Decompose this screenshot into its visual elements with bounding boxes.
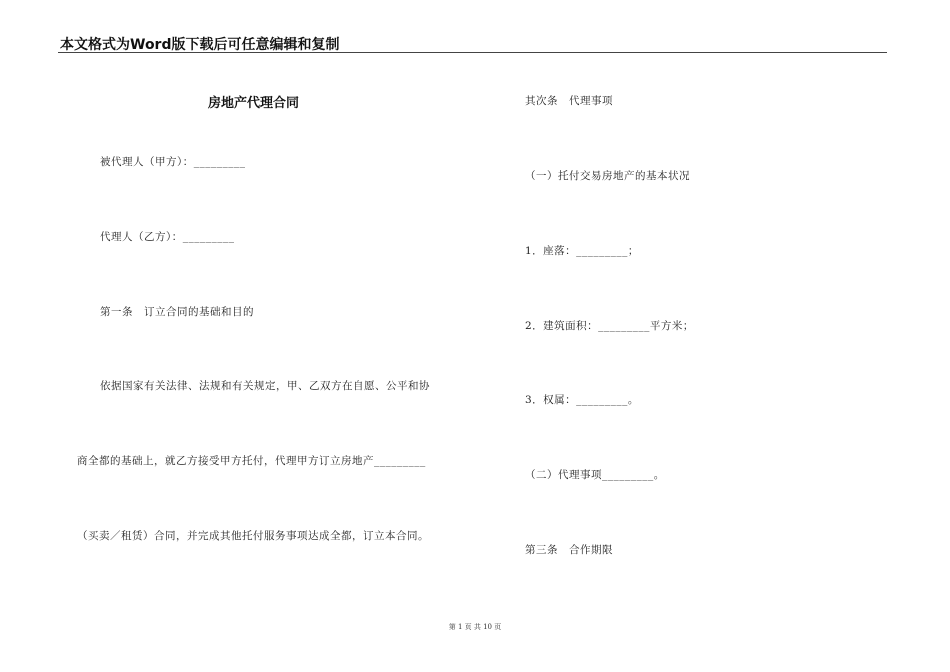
header-divider [58,52,887,53]
document-header: 本文格式为Word版下载后可任意编辑和复制 [60,37,340,53]
principal-party-line: 被代理人（甲方）：_________ [100,156,246,168]
article-one-text-line-3: （买卖／租赁）合同，并完成其他托付服务事项达成全都，订立本合同。 [77,530,429,542]
property-basic-info-heading: （一）托付交易房地产的基本状况 [525,170,690,182]
property-ownership-line: 3．权属：_________。 [525,394,639,406]
agency-matters-line: （二）代理事项_________。 [525,469,665,481]
property-location-line: 1．座落：_________； [525,245,639,257]
agent-party-line: 代理人（乙方）：_________ [100,231,235,243]
page-number: 第 1 页 共 10 页 [448,623,502,631]
article-three-heading: 第三条 合作期限 [525,544,613,556]
article-one-heading: 第一条 订立合同的基础和目的 [100,306,254,318]
article-one-text-line-1: 依据国家有关法律、法规和有关规定，甲、乙双方在自愿、公平和协 [100,380,430,392]
article-two-heading: 其次条 代理事项 [525,95,613,107]
document-title: 房地产代理合同 [208,96,300,111]
article-one-text-line-2: 商全都的基础上，就乙方接受甲方托付，代理甲方订立房地产_________ [77,455,426,467]
property-area-line: 2．建筑面积：_________平方米； [525,320,694,332]
